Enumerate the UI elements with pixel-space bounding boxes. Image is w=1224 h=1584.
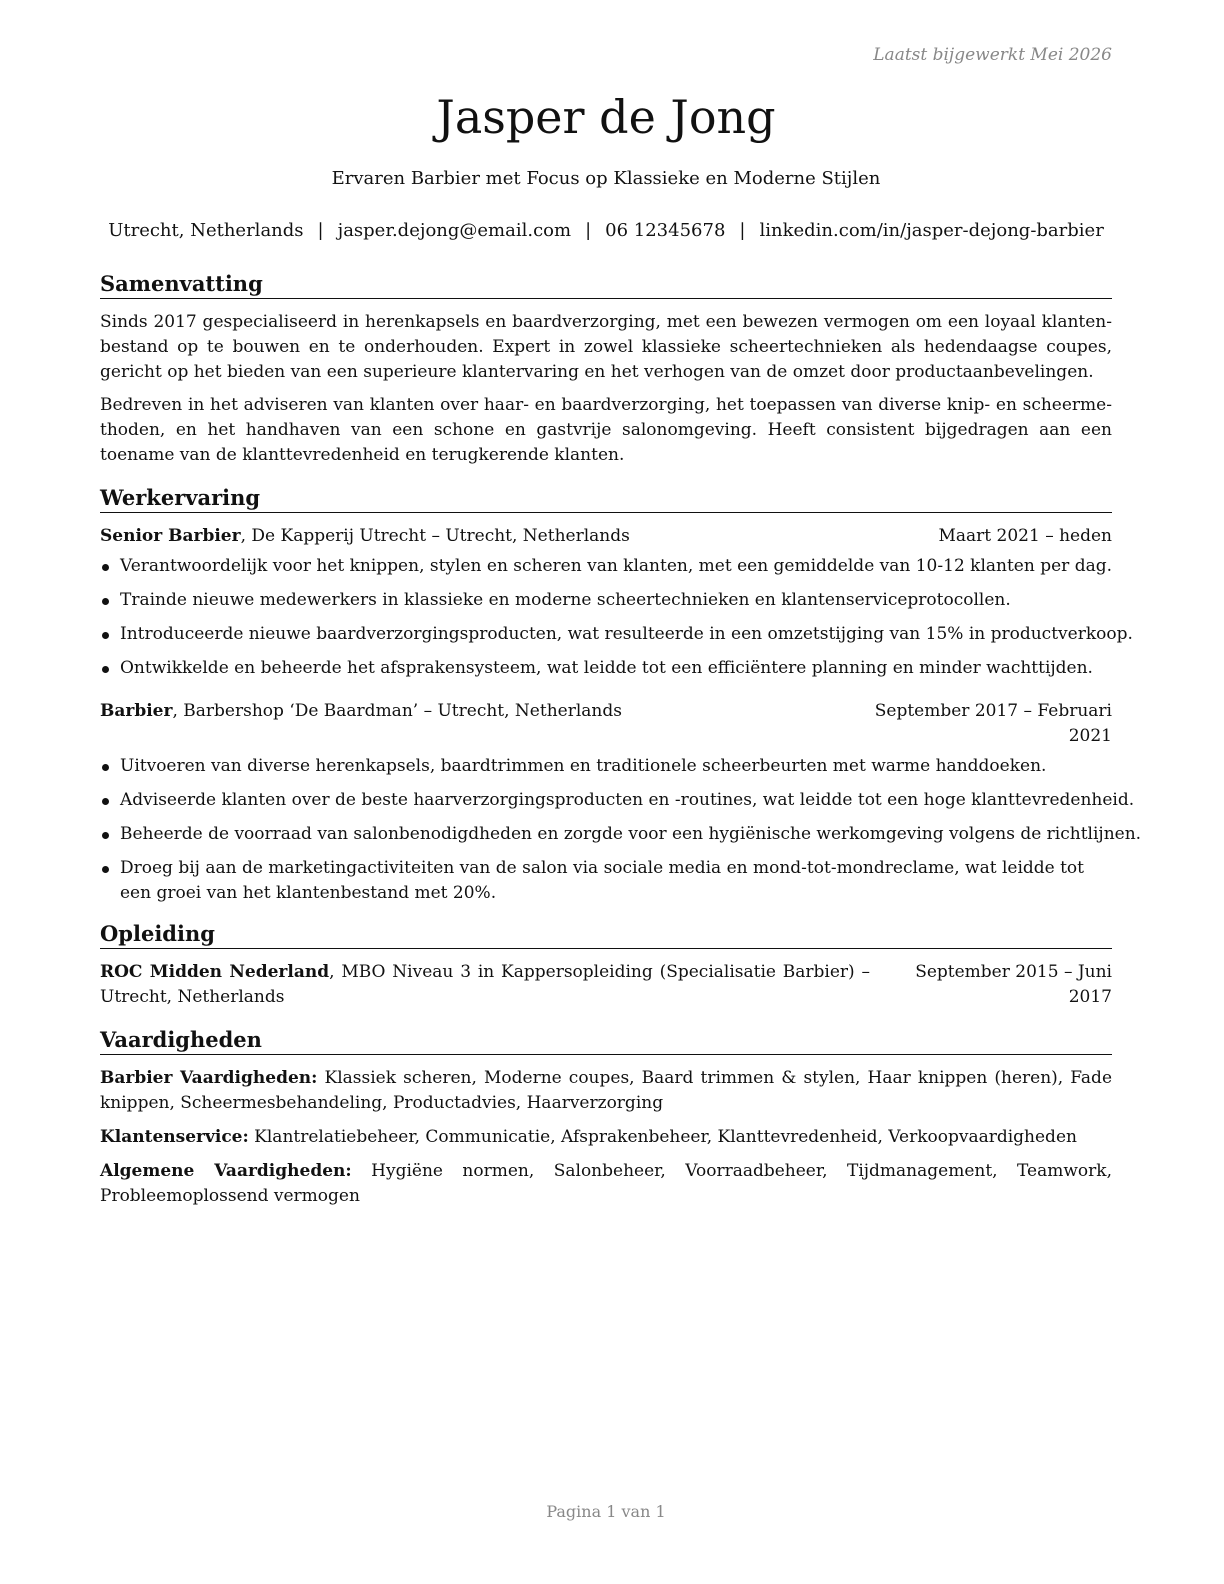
skill-group <box>100 1159 1112 1209</box>
job-entry <box>100 524 1133 681</box>
summary-section <box>100 270 1112 468</box>
resume-content <box>100 270 1142 1218</box>
contact-line <box>100 219 1112 243</box>
skill-items: Klassiek scheren, Moderne coupes, Baard trimmen & stylen, Haar knippen (heren), Fade knippen, Scheermesbehandeling, Productadvies, Haarverzorging <box>100 1068 1112 1113</box>
list-item <box>100 754 1112 779</box>
list-item <box>100 822 1142 847</box>
job-header <box>100 699 1112 749</box>
contact-separator: | <box>585 220 592 241</box>
job-title-line <box>100 699 872 724</box>
job-role: Senior Barbier <box>100 526 241 546</box>
bullet-text: Uitvoeren van diverse herenkapsels, baardtrimmen en traditionele scheerbeurten met warme handdoeken. <box>120 756 1047 776</box>
education-institution: ROC Midden Nederland <box>100 962 330 982</box>
skill-label: Algemene Vaardigheden: <box>100 1161 352 1181</box>
job-period: Maart 2021 – heden <box>938 526 1112 546</box>
list-item <box>100 588 1112 613</box>
education-section <box>100 920 1112 1010</box>
bullet-icon <box>102 564 109 571</box>
contact-email[interactable]: jasper.dejong@email.com <box>337 220 572 241</box>
job-entry <box>100 699 1142 906</box>
bullet-icon <box>102 666 109 673</box>
bullet-text: Droeg bij aan de marketingactiviteiten van de salon via sociale media en mond-tot-mondreclame, wat leidde tot een groei van het klantenbestand met 20%. <box>120 858 1085 903</box>
skill-label: Barbier Vaardigheden: <box>100 1068 318 1088</box>
job-employer: , De Kapperij Utrecht – Utrecht, Netherlands <box>240 526 630 546</box>
bullet-icon <box>102 598 109 605</box>
skill-group <box>100 1066 1112 1116</box>
summary-paragraph: Sinds 2017 gespecialiseerd in herenkapsels en baardverzorging, met een bewezen vermogen om een loyaal klantenbestand op te bouwen en te onderhouden. Expert in zowel klassieke scheertechnieken als hedendaagse coupes, gericht op het bieden van een superieure klantervaring en het verhogen van de omzet door productaanbevelingen. <box>100 312 1112 382</box>
contact-separator: | <box>739 220 746 241</box>
bullet-text: Adviseerde klanten over de beste haarverzorgingsproducten en -routines, wat leidde tot een hoge klanttevredenheid. <box>120 790 1135 810</box>
list-item <box>100 788 1135 813</box>
education-details: , MBO Niveau 3 in Kappersopleiding (Specialisatie Barbier) – Utrecht, Netherlands <box>100 962 870 1007</box>
candidate-name: Jasper de Jong <box>436 90 776 144</box>
resume-page <box>100 0 1142 1584</box>
bullet-text: Introduceerde nieuwe baardverzorgingsproducten, wat resulteerde in een omzetstijging van 15% in productverkoop. <box>120 624 1133 644</box>
bullet-icon <box>102 832 109 839</box>
bullet-icon <box>102 764 109 771</box>
list-item <box>100 554 1112 579</box>
contact-phone[interactable]: 06 12345678 <box>605 220 726 241</box>
list-item <box>100 622 1133 647</box>
bullet-text: Verantwoordelijk voor het knippen, stylen en scheren van klanten, met een gemiddelde van 10-12 klanten per dag. <box>120 556 1113 576</box>
skill-label: Klantenservice: <box>100 1127 249 1147</box>
list-item <box>100 656 1112 681</box>
bullet-icon <box>102 632 109 639</box>
education-period: September 2015 – Juni 2017 <box>915 962 1112 1007</box>
job-employer: , Barbershop ‘De Baardman’ – Utrecht, Netherlands <box>172 701 622 721</box>
job-role: Barbier <box>100 701 173 721</box>
skills-section <box>100 1026 1112 1209</box>
page-footer: Pagina 1 van 1 <box>546 1502 666 1521</box>
bullet-icon <box>102 798 109 805</box>
list-item <box>100 856 1112 906</box>
experience-section <box>100 484 1142 906</box>
section-title-experience: Werkervaring <box>100 484 1112 513</box>
skill-group <box>100 1125 1112 1150</box>
contact-linkedin[interactable]: linkedin.com/in/jasper-dejong-barbier <box>759 220 1104 241</box>
last-updated: Laatst bijgewerkt Mei 2026 <box>873 45 1112 65</box>
contact-separator: | <box>317 220 324 241</box>
education-institution-line <box>100 960 870 1010</box>
job-title-line <box>100 524 938 549</box>
summary-paragraph: Bedreven in het adviseren van klanten over haar- en baardverzorging, het toepassen van diverse knip- en scheermethoden, en het handhaven van een schone en gastvrije salonomgeving. Heeft consistent bijgedragen aan een toename van de klanttevredenheid en terugkerende klanten. <box>100 395 1112 465</box>
education-entry <box>100 960 1112 1010</box>
bullet-text: Ontwikkelde en beheerde het afsprakensysteem, wat leidde tot een efficiëntere planning en minder wachttijden. <box>120 658 1093 678</box>
skill-items: Klantrelatiebeheer, Communicatie, Afsprakenbeheer, Klanttevredenheid, Verkoopvaardigheden <box>254 1127 1077 1147</box>
section-title-skills: Vaardigheden <box>100 1026 1112 1055</box>
candidate-subtitle: Ervaren Barbier met Focus op Klassieke en Moderne Stijlen <box>331 168 881 189</box>
section-title-education: Opleiding <box>100 920 1112 949</box>
job-bullets <box>100 754 1142 906</box>
job-header <box>100 524 1112 549</box>
bullet-text: Beheerde de voorraad van salonbenodigdheden en zorgde voor een hygiënische werkomgeving volgens de richtlijnen. <box>120 824 1142 844</box>
job-period: September 2017 – Februari 2021 <box>874 701 1112 746</box>
section-title-summary: Samenvatting <box>100 270 1112 299</box>
skill-items: Hygiëne normen, Salonbeheer, Voorraadbeheer, Tijdmanagement, Teamwork, Probleemoplossend vermogen <box>100 1161 1112 1206</box>
bullet-icon <box>102 866 109 873</box>
contact-location: Utrecht, Netherlands <box>108 220 304 241</box>
job-bullets <box>100 554 1133 681</box>
bullet-text: Trainde nieuwe medewerkers in klassieke en moderne scheertechnieken en klantenserviceprotocollen. <box>120 590 1011 610</box>
